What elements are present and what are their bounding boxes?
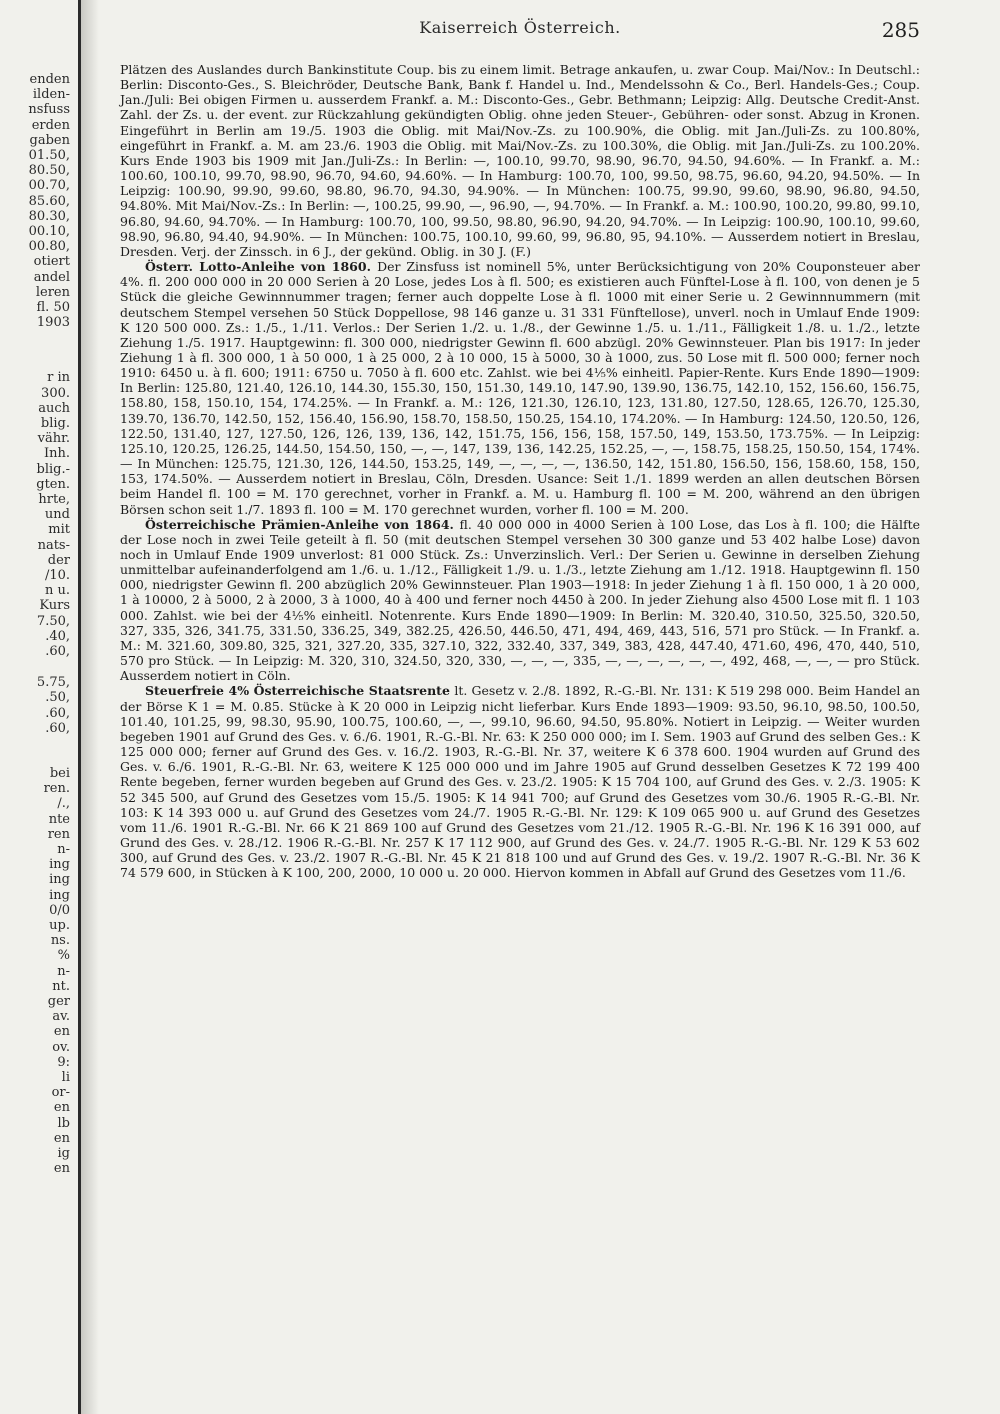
margin-fragment: 5.75, [36, 675, 70, 691]
margin-fragment: otiert [33, 254, 70, 270]
entry-heading: Österreichische Prämien-Anleihe von 1864. [145, 516, 460, 532]
paragraph-text: Plätzen des Auslandes durch Bankinstitute Coup. bis zu einem limit. Betrage ankaufen, u. zwar Coup. Mai/Nov.: In Deutschl.: Berlin: Disconto-Ges., S. Bleichröder, Deutsche Bank, Bank f. Handel u. Ind., Mendelssohn & Co., Berl. Handels-Ges.; Coup. Jan./Juli: Bei obigen Firmen u. ausserdem Frankf. a. M.: Disconto-Ges., Gebr. Bethmann; Leipzig: Allg. Deutsche Credit-Anst. Zahl. der Zs. u. der event. zur Rückzahlung gekündigten Oblig. ohne jeden Steuer-, Gebühren- oder sonst. Abzug in Kronen. Eingeführt in Berlin am 19./5. 1903 die Oblig. mit Mai/Nov.-Zs. zu 100.90%, die Oblig. mit Jan./Juli-Zs. zu 100.80%, eingeführt in Frankf. a. M. am 23./6. 1903 die Oblig. mit Mai/Nov.-Zs. zu 100.30%, die Oblig. mit Jan./Juli-Zs. zu 100.20%. Kurs Ende 1903 bis 1909 mit Jan./Juli-Zs.: In Berlin: —, 100.10, 99.70, 98.90, 96.70, 94.50, 94.60%. — In Frankf. a. M.: 100.60, 100.10, 99.70, 98.90, 96.70, 94.60, 94.60%. — In Hamburg: 100.70, 100, 99.50, 98.75, 96.60, 94.20, 94.50%. — In Leipzig: 100.90, 99.90, 99.60, 98.80, 96.70, 94.30, 94.90%. — In München: 100.75, 99.90, 99.60, 98.90, 96.80, 94.50, 94.80%. Mit Mai/Nov.-Zs.: In Berlin: —, 100.25, 99.90, —, 96.90, —, 94.70%. — In Frankf. a. M.: 100.90, 100.20, 99.80, 99.10, 96.80, 94.60, 94.70%. — In Hamburg: 100.70, 100, 99.50, 98.80, 96.90, 94.20, 94.70%. — In Leipzig: 100.90, 100.10, 99.60, 98.90, 96.80, 94.40, 94.90%. — In München: 100.75, 100.10, 99.60, 99, 96.80, 95, 94.10%. — Ausserdem notiert in Breslau, Dresden. Verj. der Zinssch. in 6 J., der gekünd. Oblig. in 30 J. (F.) [120, 62, 920, 259]
margin-fragment: 01.50, [28, 148, 70, 163]
margin-fragment: n- [57, 842, 70, 857]
running-title: Kaiserreich Österreich. [419, 18, 621, 37]
margin-fragment: /., [57, 796, 70, 812]
margin-fragment: av. [52, 1009, 70, 1025]
margin-fragment: ov. [52, 1039, 70, 1055]
entry-heading: Steuerfreie 4% Österreichische Staatsrente [145, 683, 455, 699]
paragraph-praemien-1864 [120, 517, 920, 684]
margin-fragment: 7.50, [36, 613, 70, 629]
margin-fragment: mit [48, 522, 70, 538]
margin-fragment: Kurs [39, 598, 70, 614]
paragraph-continuation [120, 62, 920, 259]
margin-fragment: 00.80, [28, 239, 70, 255]
paragraph-text: Der Zinsfuss ist nominell 5%, unter Berücksichtigung von 20% Couponsteuer aber 4%. fl. 200 000 000 in 20 000 Serien à 20 Lose, jedes Los à fl. 500; es existieren auch Fünftel-Lose à fl. 100, von denen je 5 Stück die gleiche Gewinnnummer tragen; ferner auch doppelte Lose à fl. 1000 mit einer Serie u. 2 Gewinnnummern (mit deutschem Stempel versehen 50 Stück Doppellose, 98 146 ganze u. 31 331 Fünftellose), unverl. noch in Umlauf Ende 1909: K 120 500 000. Zs.: 1./5., 1./11. Verlos.: Der Serien 1./2. u. 1./8., der Gewinne 1./5. u. 1./11., Fälligkeit 1./8. u. 1./2., letzte Ziehung 1./5. 1917. Hauptgewinn: fl. 300 000, niedrigster Gewinn fl. 600 abzügl. 20% Gewinnsteuer. Plan bis 1917: In jeder Ziehung 1 à fl. 300 000, 1 à 50 000, 1 à 25 000, 2 à 10 000, 15 à 5000, 30 à 1000, zus. 50 Lose mit fl. 500 000; ferner noch 1910: 6450 u. à fl. 600; 1911: 6750 u. 7050 à fl. 600 etc. Zahlst. wie bei 4⅕% einheitl. Papier-Rente. Kurs Ende 1890—1909: In Berlin: 125.80, 121.40, 126.10, 144.30, 155.30, 150, 151.30, 149.10, 147.90, 139.90, 136.75, 142.10, 152, 156.60, 156.75, 158.80, 158, 150.10, 154, 174.25%. — In Frankf. a. M.: 126, 121.30, 126.10, 123, 131.80, 127.50, 128.65, 126.70, 125.30, 139.70, 136.70, 142.50, 152, 156.40, 156.90, 158.70, 158.50, 150.25, 154.10, 174.20%. — In Hamburg: 124.50, 120.50, 126, 122.50, 131.40, 127, 127.50, 126, 126, 139, 136, 142, 151.75, 156, 156, 158, 157.50, 149, 153.50, 173.75%. — In Leipzig: 125.10, 120.25, 126.25, 144.50, 154.50, 150, —, —, 147, 139, 136, 142.25, 152.25, —, —, 158.75, 158.25, 150.50, 154, 174%. — In München: 125.75, 121.30, 126, 144.50, 153.25, 149, —, —, —, —, 136.50, 142, 151.80, 156.50, 156, 158.60, 158, 150, 153, 174.50%. — Ausserdem notiert in Breslau, Cöln, Dresden. Usance: Seit 1./1. 1899 werden an allen deutschen Börsen beim Handel fl. 100 = M. 170 gerechnet, vorher in Frankf. a. M. u. Hamburg fl. 100 = M. 200, während an den übrigen Börsen schon seit 1./7. 1893 fl. 100 = M. 170 gerechnet wurden, vorher fl. 100 = M. 200. [120, 259, 921, 517]
margin-fragment: en [53, 1130, 70, 1146]
paragraph-staatsrente [120, 683, 920, 880]
margin-fragment: fl. 50 [36, 300, 70, 315]
adjacent-page-margin [0, 0, 81, 1414]
margin-fragment: der [47, 552, 70, 568]
margin-fragment: /10. [44, 568, 70, 583]
margin-fragment: ig [57, 1146, 70, 1161]
margin-fragment: n- [57, 963, 70, 979]
margin-fragment: ing [49, 872, 70, 888]
margin-fragment: leren [35, 284, 70, 300]
margin-fragment: 1903 [36, 315, 70, 331]
margin-fragment: andel [33, 269, 70, 285]
margin-fragment: Inh. [43, 446, 70, 462]
margin-fragment: or- [51, 1085, 70, 1101]
entry-heading: Österr. Lotto-Anleihe von 1860. [145, 259, 378, 275]
margin-fragment: 85.60, [28, 193, 70, 209]
margin-fragment: 9: [57, 1054, 70, 1070]
margin-fragment: blig. [40, 416, 70, 431]
margin-fragment: nats- [37, 537, 70, 553]
margin-fragment: erden [31, 117, 70, 133]
margin-fragment: 0/0 [49, 902, 70, 918]
margin-fragment: ren. [43, 781, 70, 797]
margin-fragment: ilden- [32, 87, 70, 103]
margin-fragment: 80.30, [28, 208, 70, 224]
margin-fragment: lb [57, 1115, 70, 1131]
page-number: 285 [881, 18, 920, 42]
margin-fragment: % [57, 948, 70, 964]
margin-fragment: n u. [44, 583, 70, 599]
margin-fragment: up. [49, 918, 70, 933]
margin-fragment: 00.70, [28, 178, 70, 194]
margin-fragment: ger [47, 994, 70, 1009]
margin-fragment: nt. [52, 978, 70, 994]
margin-fragment: vähr. [37, 431, 70, 447]
margin-fragment: ing [49, 857, 70, 873]
margin-fragment: auch [38, 400, 70, 416]
margin-fragment: 00.10, [28, 224, 70, 239]
margin-fragment: blig.- [36, 461, 70, 477]
margin-fragment: gaben [29, 132, 70, 148]
margin-fragment: r in [47, 370, 70, 386]
margin-fragment: bei [49, 766, 70, 781]
margin-fragment: en [53, 1100, 70, 1116]
page-header [120, 18, 920, 44]
paragraph-text: fl. 40 000 000 in 4000 Serien à 100 Lose, das Los à fl. 100; die Hälfte der Lose noch in zwei Teile geteilt à fl. 50 (mit deutschen Stempel versehen 30 300 ganze und 53 402 halbe Lose) davon noch in Umlauf Ende 1909 unverlost: 81 000 Stück. Zs.: Unverzinslich. Verl.: Der Serien u. Gewinne in derselben Ziehung unmittelbar aufeinanderfolgend am 1./6. u. 1./12., Fälligkeit 1./9. u. 1./3., letzte Ziehung am 1./12. 1918. Hauptgewinn fl. 150 000, niedrigster Gewinn fl. 200 abzüglich 20% Gewinnsteuer. Plan 1903—1918: In jeder Ziehung 1 à fl. 150 000, 1 à 20 000, 1 à 10000, 2 à 5000, 2 à 2000, 3 à 1000, 40 à 400 und ferner noch 4450 à 200. In jeder Ziehung also 4500 Lose mit fl. 1 103 000. Zahlst. wie bei der 4⅕% einheitl. Notenrente. Kurs Ende 1890—1909: In Berlin: M. 320.40, 310.50, 325.50, 320.50, 327, 335, 326, 341.75, 331.50, 336.25, 349, 382.25, 426.50, 446.50, 471, 494, 469, 443, 516, 571 pro Stück. — In Frankf. a. M.: M. 321.60, 309.80, 325, 321, 327.20, 335, 327.10, 322, 332.40, 337, 349, 383, 428, 447.40, 471.60, 496, 470, 440, 510, 570 pro Stück. — In Leipzig: M. 320, 310, 324.50, 320, 330, —, —, —, 335, —, —, —, —, —, —, 492, 468, —, —, — pro Stück. Ausserdem notiert in Cöln. [120, 516, 920, 684]
margin-fragment: ren [47, 826, 70, 842]
margin-fragment: enden [29, 72, 70, 87]
margin-fragment: nte [48, 811, 70, 827]
margin-fragment: nsfuss [28, 102, 70, 118]
paragraph-lotto-1860 [120, 259, 920, 517]
margin-fragment: 300. [41, 385, 70, 401]
margin-fragment: gten. [36, 476, 70, 492]
margin-fragment: 80.50, [28, 163, 70, 179]
margin-fragment: .60, [45, 705, 70, 721]
margin-fragment: und [44, 507, 70, 523]
margin-fragment: ns. [50, 933, 70, 949]
margin-fragment: hrte, [38, 492, 70, 507]
margin-fragment: ing [49, 887, 70, 903]
margin-fragment: en [53, 1024, 70, 1040]
margin-fragment: en [53, 1161, 70, 1177]
margin-fragment: .40, [45, 628, 70, 644]
margin-fragment: .60, [45, 644, 70, 659]
margin-fragment: li [61, 1070, 70, 1085]
gutter-shadow [81, 0, 99, 1414]
margin-fragment: .60, [45, 720, 70, 736]
margin-fragment: .50, [45, 690, 70, 706]
page-body [120, 62, 920, 880]
paragraph-text: lt. Gesetz v. 2./8. 1892, R.-G.-Bl. Nr. 131: K 519 298 000. Beim Handel an der Börse K 1 = M. 0.85. Stücke à K 20 000 in Leipzig nicht lieferbar. Kurs Ende 1893—1909: 93.50, 96.10, 98.50, 100.50, 101.40, 101.25, 99, 98.30, 95.90, 100.75, 100.60, —, —, 99.10, 96.60, 94.50, 95.80%. Notiert in Leipzig. — Weiter wurden begeben 1901 auf Grund des Ges. v. 6./6. 1901, R.-G.-Bl. Nr. 63: K 250 000 000; im I. Sem. 1903 auf Grund des selben Ges.: K 125 000 000; ferner auf Grund des Ges. v. 16./2. 1903, R.-G.-Bl. Nr. 37, weitere K 6 378 600. 1904 wurden auf Grund des Ges. v. 6./6. 1901, R.-G.-Bl. Nr. 63, weitere K 125 000 000 und im Jahre 1905 auf Grund desselben Gesetzes K 72 199 400 Rente begeben, ferner wurden begeben auf Grund des Ges. v. 23./2. 1905: K 15 704 100, auf Grund des Ges. v. 2./3. 1905: K 52 345 500, auf Grund des Gesetzes vom 15./5. 1905: K 14 941 700; auf Grund des Gesetzes vom 30./6. 1905 R.-G.-Bl. Nr. 103: K 14 393 000 u. auf Grund des Gesetzes vom 24./7. 1905 R.-G.-Bl. Nr. 129: K 109 065 900 u. auf Grund des Gesetzes vom 11./6. 1901 R.-G.-Bl. Nr. 66 K 21 869 100 auf Grund des Gesetzes vom 21./12. 1905 R.-G.-Bl. Nr. 196 K 16 391 000, auf Grund des Ges. v. 28./12. 1906 R.-G.-Bl. Nr. 257 K 17 112 900, auf Grund des Ges. v. 24./7. 1905 R.-G.-Bl. Nr. 129 K 53 602 300, auf Grund des Ges. v. 23./2. 1907 R.-G.-Bl. Nr. 45 K 21 818 100 und auf Grund des Ges. v. 19./2. 1907 R.-G.-Bl. Nr. 36 K 74 579 600, in Stücken à K 100, 200, 2000, 10 000 u. 20 000. Hiervon kommen in Abfall auf Grund des Gesetzes vom 11./6. [120, 683, 920, 881]
